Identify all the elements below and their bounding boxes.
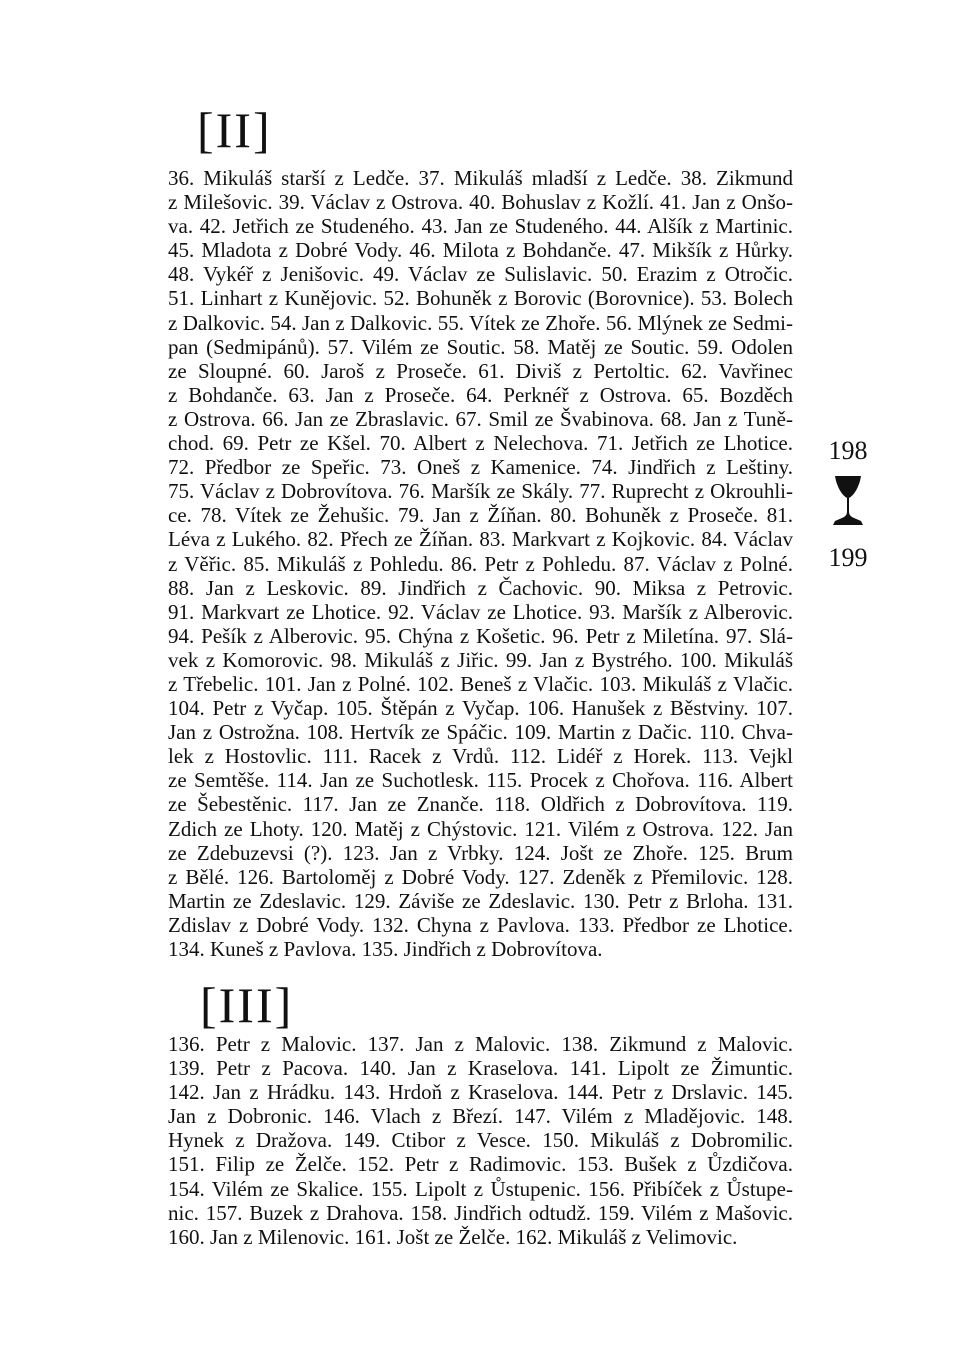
text-line: 142. Jan z Hrádku. 143. Hrdoň z Kraselova. 144. Petr z Drslavic. 145. (168, 1080, 793, 1105)
text-line: Jan z Dobronic. 146. Vlach z Březí. 147. Vilém z Mladějovic. 148. (168, 1104, 793, 1129)
section-heading-ii: [II] (197, 102, 272, 158)
text-line: 72. Předbor ze Speřic. 73. Oneš z Kamenice. 74. Jindřich z Leštiny. (168, 455, 793, 480)
text-line: Hynek z Dražova. 149. Ctibor z Vesce. 150. Mikuláš z Dobromilic. (168, 1128, 793, 1153)
text-line: 36. Mikuláš starší z Ledče. 37. Mikuláš mladší z Ledče. 38. Zikmund (168, 166, 793, 190)
text-line: va. 42. Jetřich ze Studeného. 43. Jan ze Studeného. 44. Alšík z Martinic. (168, 214, 793, 239)
text-line: z Milešovic. 39. Václav z Ostrova. 40. Bohuslav z Kožlí. 41. Jan z Onšo- (168, 190, 793, 215)
text-line: Zdislav z Dobré Vody. 132. Chyna z Pavlova. 133. Předbor ze Lhotice. (168, 912, 793, 937)
text-line: 134. Kuneš z Pavlova. 135. Jindřich z Dobrovítova. (168, 937, 603, 961)
text-line: z Třebelic. 101. Jan z Polné. 102. Beneš z Vlačic. 103. Mikuláš z Vlačic. (168, 671, 793, 696)
text-line: 75. Václav z Dobrovítova. 76. Maršík ze Skály. 77. Ruprecht z Okrouhli- (168, 479, 793, 504)
text-line: Martin ze Zdeslavic. 129. Záviše ze Zdeslavic. 130. Petr z Brloha. 131. (168, 888, 793, 913)
text-line: Léva z Lukého. 82. Přech ze Žíňan. 83. Markvart z Kojkovic. 84. Václav (168, 527, 793, 552)
text-line: 88. Jan z Leskovic. 89. Jindřich z Čachovic. 90. Miksa z Petrovic. (168, 575, 793, 600)
text-line: Zdich ze Lhoty. 120. Matěj z Chýstovic. 121. Vilém z Ostrova. 122. Jan (168, 816, 793, 841)
text-line: ze Zdebuzevsi (?). 123. Jan z Vrbky. 124. Jošt ze Zhoře. 125. Brum (168, 840, 793, 865)
text-line: nic. 157. Buzek z Drahova. 158. Jindřich odtudž. 159. Vilém z Mašovic. (168, 1200, 793, 1225)
text-line: 94. Pešík z Alberovic. 95. Chýna z Košetic. 96. Petr z Miletína. 97. Slá- (168, 623, 793, 648)
text-line: vek z Komorovic. 98. Mikuláš z Jiřic. 99. Jan z Bystrého. 100. Mikuláš (168, 647, 793, 672)
section-heading-iii: [III] (200, 977, 294, 1033)
text-line: z Dalkovic. 54. Jan z Dalkovic. 55. Vítek ze Zhoře. 56. Mlýnek ze Sedmi- (168, 310, 793, 335)
text-line: 48. Vykéř z Jenišovic. 49. Václav ze Sulislavic. 50. Erazim z Otročic. (168, 262, 793, 287)
text-line: z Ostrova. 66. Jan ze Zbraslavic. 67. Smil ze Švabinova. 68. Jan z Tuně- (168, 406, 793, 431)
text-line: ze Semtěše. 114. Jan ze Suchotlesk. 115. Procek z Chořova. 116. Albert (168, 768, 793, 793)
text-line: z Věřic. 85. Mikuláš z Pohledu. 86. Petr z Pohledu. 87. Václav z Polné. (168, 551, 793, 576)
text-line: lek z Hostovlic. 111. Racek z Vrdů. 112. Lidéř z Horek. 113. Vejkl (168, 744, 793, 769)
text-line: 136. Petr z Malovic. 137. Jan z Malovic. 138. Zikmund z Malovic. (168, 1032, 793, 1056)
text-line: z Bělé. 126. Bartoloměj z Dobré Vody. 127. Zdeněk z Přemilovic. 128. (168, 864, 793, 889)
text-line: 160. Jan z Milenovic. 161. Jošt ze Želče. 162. Mikuláš z Velimovic. (168, 1224, 738, 1249)
section-text-ii (168, 166, 793, 961)
text-line: ze Šebestěnic. 117. Jan ze Znanče. 118. Oldřich z Dobrovítova. 119. (168, 792, 793, 817)
chalice-icon (829, 474, 867, 528)
text-line: Jan z Ostrožna. 108. Hertvík ze Spáčic. 109. Martin z Dačic. 110. Chva- (168, 720, 793, 745)
text-line: 45. Mladota z Dobré Vody. 46. Milota z Bohdanče. 47. Mikšík z Hůrky. (168, 238, 793, 263)
text-line: 91. Markvart ze Lhotice. 92. Václav ze Lhotice. 93. Maršík z Alberovic. (168, 599, 793, 624)
page-number-top: 198 (828, 436, 868, 465)
text-line: chod. 69. Petr ze Kšel. 70. Albert z Nelechova. 71. Jetřich ze Lhotice. (168, 431, 793, 456)
text-line: ze Sloupné. 60. Jaroš z Proseče. 61. Diviš z Pertoltic. 62. Vavřinec (168, 358, 793, 383)
text-line: 104. Petr z Vyčap. 105. Štěpán z Vyčap. 106. Hanušek z Běstviny. 107. (168, 696, 793, 721)
text-line: 139. Petr z Pacova. 140. Jan z Kraselova. 141. Lipolt ze Žimuntic. (168, 1056, 793, 1081)
text-line: 151. Filip ze Želče. 152. Petr z Radimovic. 153. Bušek z Ůzdičova. (168, 1152, 793, 1177)
text-line: z Bohdanče. 63. Jan z Proseče. 64. Perknéř z Ostrova. 65. Bozděch (168, 382, 793, 407)
text-line: pan (Sedmipánů). 57. Vilém ze Soutic. 58. Matěj ze Soutic. 59. Odolen (168, 334, 793, 359)
text-line: ce. 78. Vítek ze Žehušic. 79. Jan z Žíňan. 80. Bohuněk z Proseče. 81. (168, 503, 793, 528)
text-line: 51. Linhart z Kunějovic. 52. Bohuněk z Borovic (Borovnice). 53. Bolech (168, 286, 793, 311)
text-line: 154. Vilém ze Skalice. 155. Lipolt z Ůstupenic. 156. Přibíček z Ůstupe- (168, 1176, 793, 1201)
section-text-iii (168, 1032, 793, 1249)
page-number-bottom: 199 (828, 543, 868, 572)
